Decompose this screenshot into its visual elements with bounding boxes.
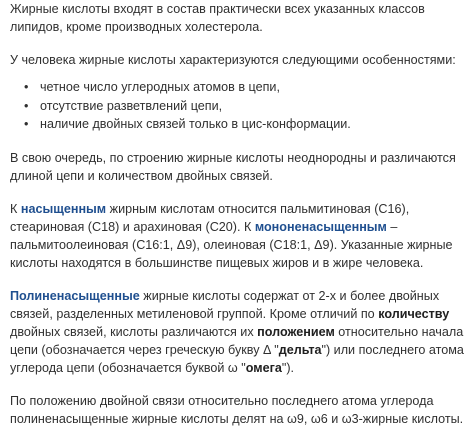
omega-paragraph: По положению двойной связи относительно последнего атома углерода полиненасыщенные жирные кислоты делят на ω9, ω6 и ω3-жирные кислоты. [10, 393, 464, 426]
list-item-text: наличие двойных связей только в цис-конформации. [40, 117, 351, 131]
bold-position: положением [257, 324, 335, 339]
poly-part-3: относительно начала цепи (обозначается через греческую букву Δ " [10, 324, 464, 357]
heterogeneity-paragraph: В свою очередь, по строению жирные кислоты неоднородны и различаются длиной цепи и количеством двойных связей. [10, 150, 456, 183]
bullet-icon: • [24, 98, 29, 113]
list-item-text: четное число углеродных атомов в цепи, [40, 80, 280, 94]
poly-part-2: двойных связей, кислоты различаются их [10, 324, 258, 339]
poly-part-4: ") или последнего атома углерода цепи (обозначается буквой ω " [10, 342, 464, 375]
bullet-icon: • [24, 117, 29, 131]
bold-quantity: количеству [378, 306, 450, 321]
list-item-text: отсутствие разветвлений цепи, [40, 98, 223, 113]
saturated-paragraph [10, 200, 466, 272]
intro-paragraph: Жирные кислоты входят в состав практически всех указанных классов липидов, кроме производных холестерола. [10, 2, 425, 34]
poly-part-1: жирные кислоты содержат от 2-х и более двойных связей, разделенных метиленовой группой. Кроме отличий по [10, 288, 440, 321]
saturated-middle: жирным кислотам относится пальмитиновая (С16), стеариновая (С18) и арахиновая (С20). К [10, 201, 410, 234]
list-item [24, 78, 466, 97]
bullet-icon: • [24, 80, 29, 94]
poly-part-5: "). [281, 360, 295, 375]
term-polyunsaturated: Полиненасыщенные [10, 288, 140, 303]
list-item [24, 115, 466, 134]
bold-delta: дельта [278, 342, 322, 357]
term-saturated: насыщенным [20, 201, 107, 216]
features-lead-paragraph: У человека жирные кислоты характеризуются следующими особенностями: [10, 53, 456, 67]
features-list [10, 78, 466, 134]
saturated-suffix: – пальмитоолеиновая (С16:1, Δ9), олеиновая (С18:1, Δ9). Указанные жирные кислоты находятся в большинстве пищевых жиров и в жире человека. [10, 219, 453, 270]
term-monounsaturated: мононенасыщенным [254, 219, 387, 234]
list-item [24, 97, 466, 116]
polyunsaturated-paragraph [10, 287, 466, 377]
bold-omega: омега [245, 360, 282, 375]
saturated-prefix: К [10, 201, 21, 216]
